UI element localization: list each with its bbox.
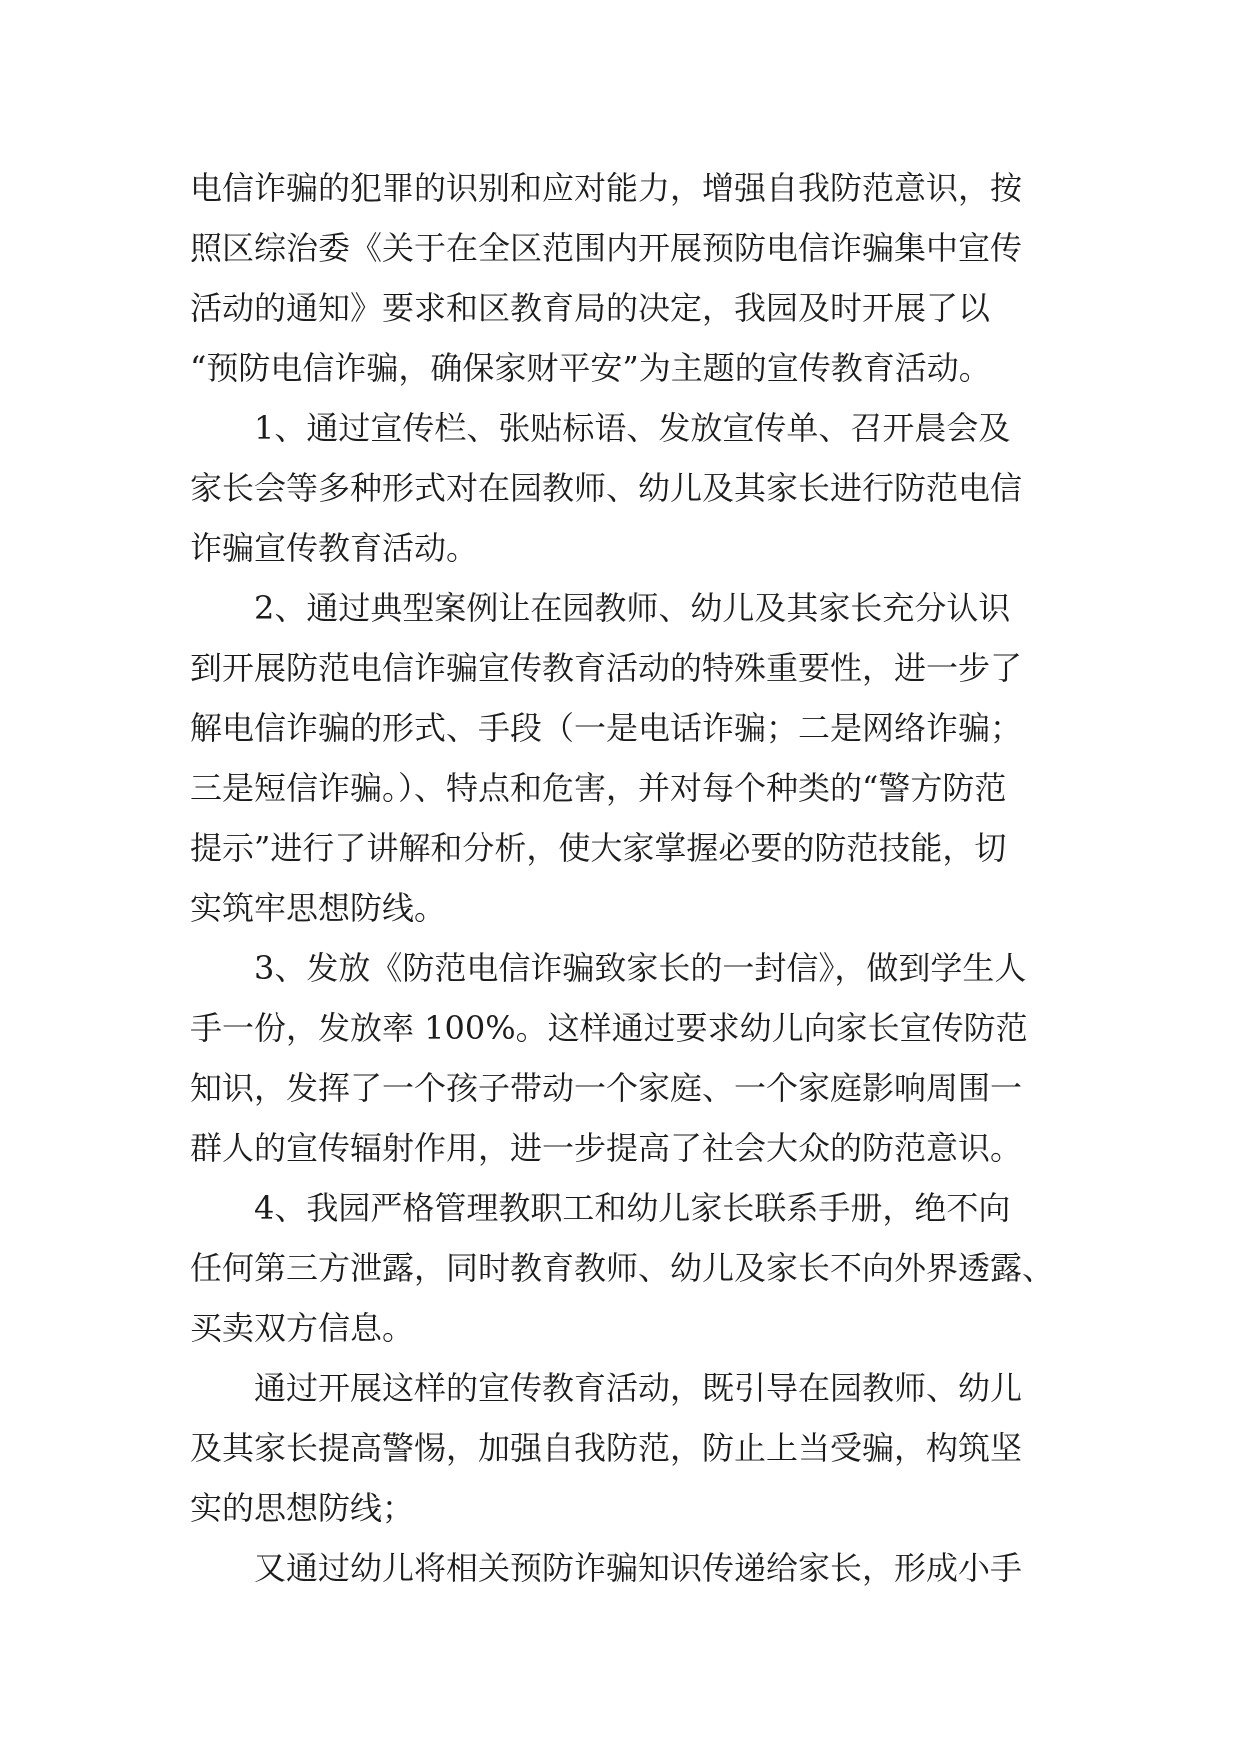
text-line: 又通过幼儿将相关预防诈骗知识传递给家长，形成小手 xyxy=(254,1549,1023,1587)
text-line: 电信诈骗的犯罪的识别和应对能力，增强自我防范意识，按 xyxy=(190,169,1023,207)
text-line: 照区综治委《关于在全区范围内开展预防电信诈骗集中宣传 xyxy=(190,229,1023,267)
text-line: 诈骗宣传教育活动。 xyxy=(190,529,479,567)
text-line: 活动的通知》要求和区教育局的决定，我园及时开展了以 xyxy=(190,289,991,327)
text-line: 手一份，发放率 100%。这样通过要求幼儿向家长宣传防范 xyxy=(190,1009,1028,1047)
text-line: 通过开展这样的宣传教育活动，既引导在园教师、幼儿 xyxy=(254,1369,1023,1407)
text-line: 3、发放《防范电信诈骗致家长的一封信》，做到学生人 xyxy=(254,949,1027,987)
document-body xyxy=(190,158,1060,1598)
text-line: 群人的宣传辐射作用，进一步提高了社会大众的防范意识。 xyxy=(190,1129,1023,1167)
text-line: 买卖双方信息。 xyxy=(190,1309,415,1347)
text-line: 三是短信诈骗。）、特点和危害，并对每个种类的“警方防范 xyxy=(190,769,1007,807)
text-line: 2、通过典型案例让在园教师、幼儿及其家长充分认识 xyxy=(254,589,1011,627)
text-line: 知识，发挥了一个孩子带动一个家庭、一个家庭影响周围一 xyxy=(190,1069,1023,1107)
text-line: 任何第三方泄露，同时教育教师、幼儿及家长不向外界透露、 xyxy=(190,1249,1055,1287)
text-line: 1、通过宣传栏、张贴标语、发放宣传单、召开晨会及 xyxy=(254,409,1011,447)
text-line: 到开展防范电信诈骗宣传教育活动的特殊重要性，进一步了 xyxy=(190,649,1023,687)
text-line: 4、我园严格管理教职工和幼儿家长联系手册，绝不向 xyxy=(254,1189,1011,1227)
text-line: 家长会等多种形式对在园教师、幼儿及其家长进行防范电信 xyxy=(190,469,1023,507)
text-line: “预防电信诈骗，确保家财平安”为主题的宣传教育活动。 xyxy=(190,349,991,387)
text-line: 提示”进行了讲解和分析，使大家掌握必要的防范技能，切 xyxy=(190,829,1007,867)
text-line: 实筑牢思想防线。 xyxy=(190,889,447,927)
text-line: 及其家长提高警惕，加强自我防范，防止上当受骗，构筑坚 xyxy=(190,1429,1023,1467)
text-line: 实的思想防线； xyxy=(190,1489,415,1527)
text-line: 解电信诈骗的形式、手段（一是电话诈骗；二是网络诈骗； xyxy=(190,709,1023,747)
